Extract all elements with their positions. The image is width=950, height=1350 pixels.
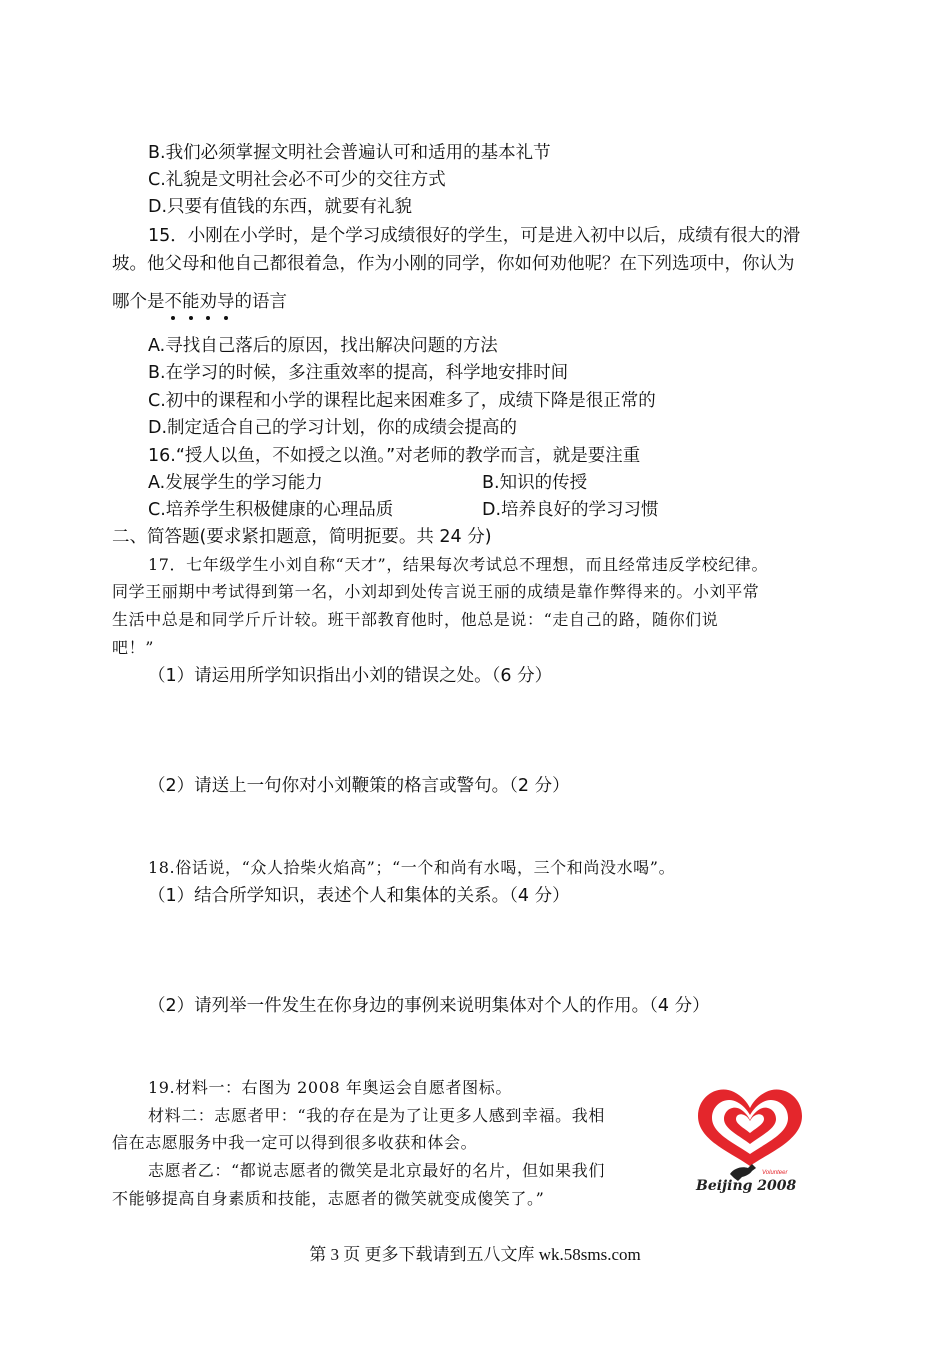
question-16: 16.“授人以鱼，不如授之以渔。”对老师的教学而言，就是要注重 <box>148 446 641 466</box>
emphasis-char: 劝 <box>199 292 217 312</box>
question-18: 18.俗话说，“众人拾柴火焰高”；“一个和尚有水喝，三个和尚没水喝”。 <box>148 858 676 877</box>
question-14-option-c: C.礼貌是文明社会必不可少的交往方式 <box>148 170 446 190</box>
section-2-heading: 二、简答题(要求紧扣题意，简明扼要。共 24 分) <box>112 527 492 547</box>
question-15-option-a: A.寻找自己落后的原因，找出解决问题的方法 <box>148 336 498 356</box>
question-17-line-2: 同学王丽期中考试得到第一名，小刘却到处传言说王丽的成绩是靠作弊得来的。小刘平常 <box>112 582 760 601</box>
question-14-option-d: D.只要有值钱的东西，就要有礼貌 <box>148 197 413 217</box>
question-15-line-3 <box>112 290 287 314</box>
question-15-option-b: B.在学习的时候，多注重效率的提高，科学地安排时间 <box>148 363 569 383</box>
question-19-line-5: 不能够提高自身素质和技能，志愿者的微笑就变成傻笑了。” <box>112 1189 545 1208</box>
question-19-line-3: 信在志愿服务中我一定可以得到很多收获和体会。 <box>112 1133 478 1152</box>
q15-prefix: 哪个是 <box>112 292 165 312</box>
question-17-line-3: 生活中总是和同学斤斤计较。班干部教育他时，他总是说：“走自己的路，随你们说 <box>112 610 719 629</box>
question-15-option-c: C.初中的课程和小学的课程比起来困难多了，成绩下降是很正常的 <box>148 391 656 411</box>
question-19-line-1: 19.材料一：右图为 2008 年奥运会自愿者图标。 <box>148 1078 512 1097</box>
question-19-line-2: 材料二：志愿者甲：“我的存在是为了让更多人感到幸福。我相 <box>148 1106 605 1125</box>
question-14-option-b: B.我们必须掌握文明社会普遍认可和适用的基本礼节 <box>148 143 551 163</box>
question-17-sub-2: （2）请送上一句你对小刘鞭策的格言或警句。（2 分） <box>148 776 570 796</box>
question-18-sub-1: （1）结合所学知识，表述个人和集体的关系。（4 分） <box>148 886 570 906</box>
question-16-option-b: B.知识的传授 <box>482 473 588 493</box>
question-17-line-4: 吧！” <box>112 638 154 657</box>
emphasis-char: 能 <box>182 292 200 312</box>
q15-suffix: 的语言 <box>234 292 287 312</box>
question-15-line-1: 15．小刚在小学时，是个学习成绩很好的学生，可是进入初中以后，成绩有很大的滑 <box>148 226 801 246</box>
question-16-option-d: D.培养良好的学习习惯 <box>482 500 659 520</box>
question-15-line-2: 坡。他父母和他自己都很着急，作为小刚的同学，你如何劝他呢？在下列选项中，你认为 <box>112 254 795 274</box>
question-16-option-a: A.发展学生的学习能力 <box>148 473 323 493</box>
logo-small-text: Volunteer <box>762 1170 788 1176</box>
question-19-line-4: 志愿者乙：“都说志愿者的微笑是北京最好的名片，但如果我们 <box>148 1161 605 1180</box>
question-16-option-c: C.培养学生积极健康的心理品质 <box>148 500 394 520</box>
page-footer: 第 3 页 更多下载请到五八文库 wk.58sms.com <box>309 1245 641 1264</box>
question-15-option-d: D.制定适合自己的学习计划，你的成绩会提高的 <box>148 418 518 438</box>
logo-main-text: Beijing 2008 <box>696 1178 797 1194</box>
emphasis-char: 不 <box>164 292 182 312</box>
question-17-sub-1: （1）请运用所学知识指出小刘的错误之处。（6 分） <box>148 666 553 686</box>
olympic-volunteer-logo <box>690 1078 810 1203</box>
question-18-sub-2: （2）请列举一件发生在你身边的事例来说明集体对个人的作用。（4 分） <box>148 996 710 1016</box>
emphasis-char: 导 <box>217 292 235 312</box>
question-17-line-1: 17．七年级学生小刘自称“天才”，结果每次考试总不理想，而且经常违反学校纪律。 <box>148 555 769 574</box>
